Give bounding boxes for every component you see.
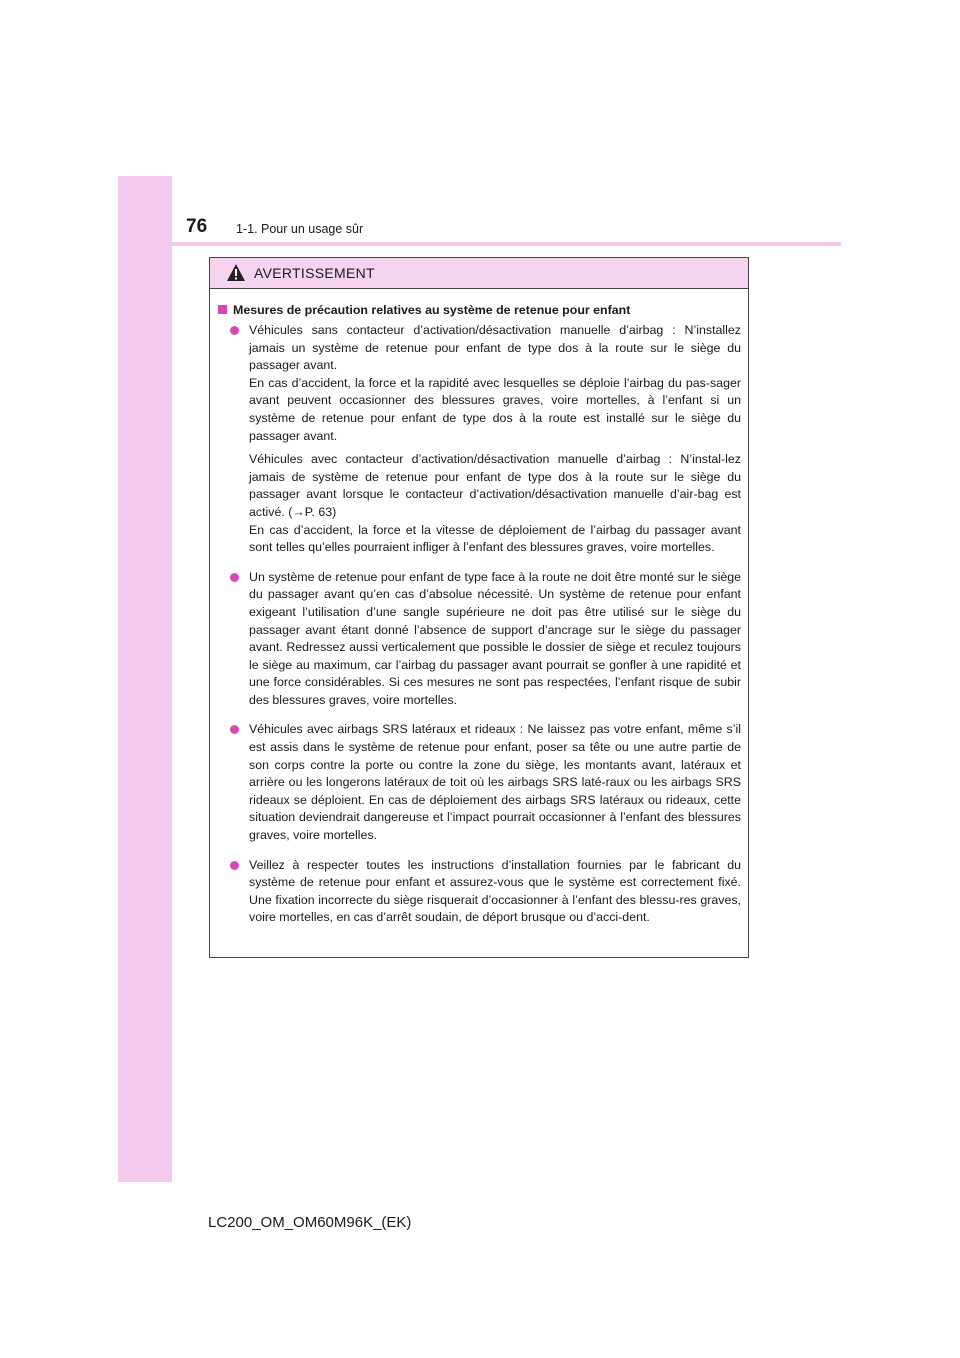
warning-heading <box>217 301 741 319</box>
document-code: LC200_OM_OM60M96K_(EK) <box>208 1214 412 1231</box>
item-paragraph: Veillez à respecter toutes les instructions d’installation fournies par le fabricant du système de retenue pour enfant et assurez-vous que le système est correctement fixé. Une fixation incorrecte du siège risquerait d’occasionner à l’enfant des blessu-res graves, voire mortelles, en cas d’arrêt soudain, de déport brusque ou d’acci-dent. <box>249 857 741 925</box>
list-item <box>217 322 741 563</box>
bullet-icon <box>230 573 239 582</box>
list-item-text <box>249 322 741 563</box>
section-title: 1-1. Pour un usage sûr <box>236 222 364 236</box>
warning-heading-text: Mesures de précaution relatives au système de retenue pour enfant <box>233 303 631 317</box>
item-paragraph: En cas d’accident, la force et la vitesse de déploiement de l’airbag du passager avant sont telles qu’elles pourraient infliger à l’enfant des blessures graves, voire mortelles. <box>249 522 741 555</box>
item-paragraph: Véhicules avec contacteur d’activation/désactivation manuelle d’airbag : N’instal-lez jamais de système de retenue pour enfant de type dos à la route sur le siège du passager avant lorsque le contacteur d’activation/désactivation manuelle d’air-bag est activé. (→P. 63) <box>249 452 741 519</box>
list-item <box>217 857 741 933</box>
header-rule <box>118 242 841 246</box>
list-item <box>217 721 741 850</box>
list-item <box>217 569 741 716</box>
page-number: 76 <box>186 216 208 237</box>
bullet-icon <box>230 861 239 870</box>
side-accent-band <box>118 176 172 1182</box>
list-item-text <box>249 721 741 850</box>
bullet-icon <box>230 326 239 335</box>
item-paragraph: Un système de retenue pour enfant de type face à la route ne doit être monté sur le siège du passager avant qu’en cas d’absolue nécessité. Un système de retenue pour enfant exigeant l’utilisation d’une sangle supérieure ne doit pas être utilisé sur le siège du passager avant étant donné l’absence de support d’ancrage sur le siège du passager avant. Redressez aussi verticalement que possible le dossier de siège et reculez toujours le siège au maximum, car l’airbag du passager avant pourrait se gonfler à une rapidité et une force considérables. Si ces mesures ne sont pas respectées, l’enfant risque de subir des blessures graves, voire mortelles. <box>249 569 741 707</box>
item-paragraph: En cas d’accident, la force et la rapidité avec lesquelles se déploie l’airbag du pas-sager avant peuvent occasionner des blessures graves, voire mortelles, à l’enfant si un système de retenue pour enfant de type dos à la route est installé sur le siège du passager avant. <box>249 375 741 443</box>
warning-title: AVERTISSEMENT <box>254 265 375 281</box>
item-paragraph: Véhicules sans contacteur d’activation/désactivation manuelle d’airbag : N’installez jamais un système de retenue pour enfant de type dos à la route sur le siège du passager avant. <box>249 323 741 373</box>
warning-header <box>210 258 748 289</box>
item-paragraph: Véhicules avec airbags SRS latéraux et rideaux : Ne laissez pas votre enfant, même s’il est assis dans le système de retenue pour enfant, poser sa tête ou une autre partie de son corps contre la porte ou contre la zone du siège, les montants avant, latéraux et arrière ou les longerons latéraux de toit où les airbags SRS laté-raux ou les airbags SRS rideaux se déploient. En cas de déploiement des airbags SRS latéraux ou rideaux, cette situation deviendrait dangereuse et l’impact pourrait occasionner à l’enfant des blessures graves, voire mortelles. <box>249 722 741 843</box>
warning-body <box>210 289 748 933</box>
square-bullet-icon <box>218 305 227 314</box>
warning-triangle-icon <box>226 263 246 282</box>
list-item-text <box>249 857 741 933</box>
list-item-text <box>249 569 741 716</box>
bullet-icon <box>230 725 239 734</box>
warning-box <box>209 257 749 958</box>
